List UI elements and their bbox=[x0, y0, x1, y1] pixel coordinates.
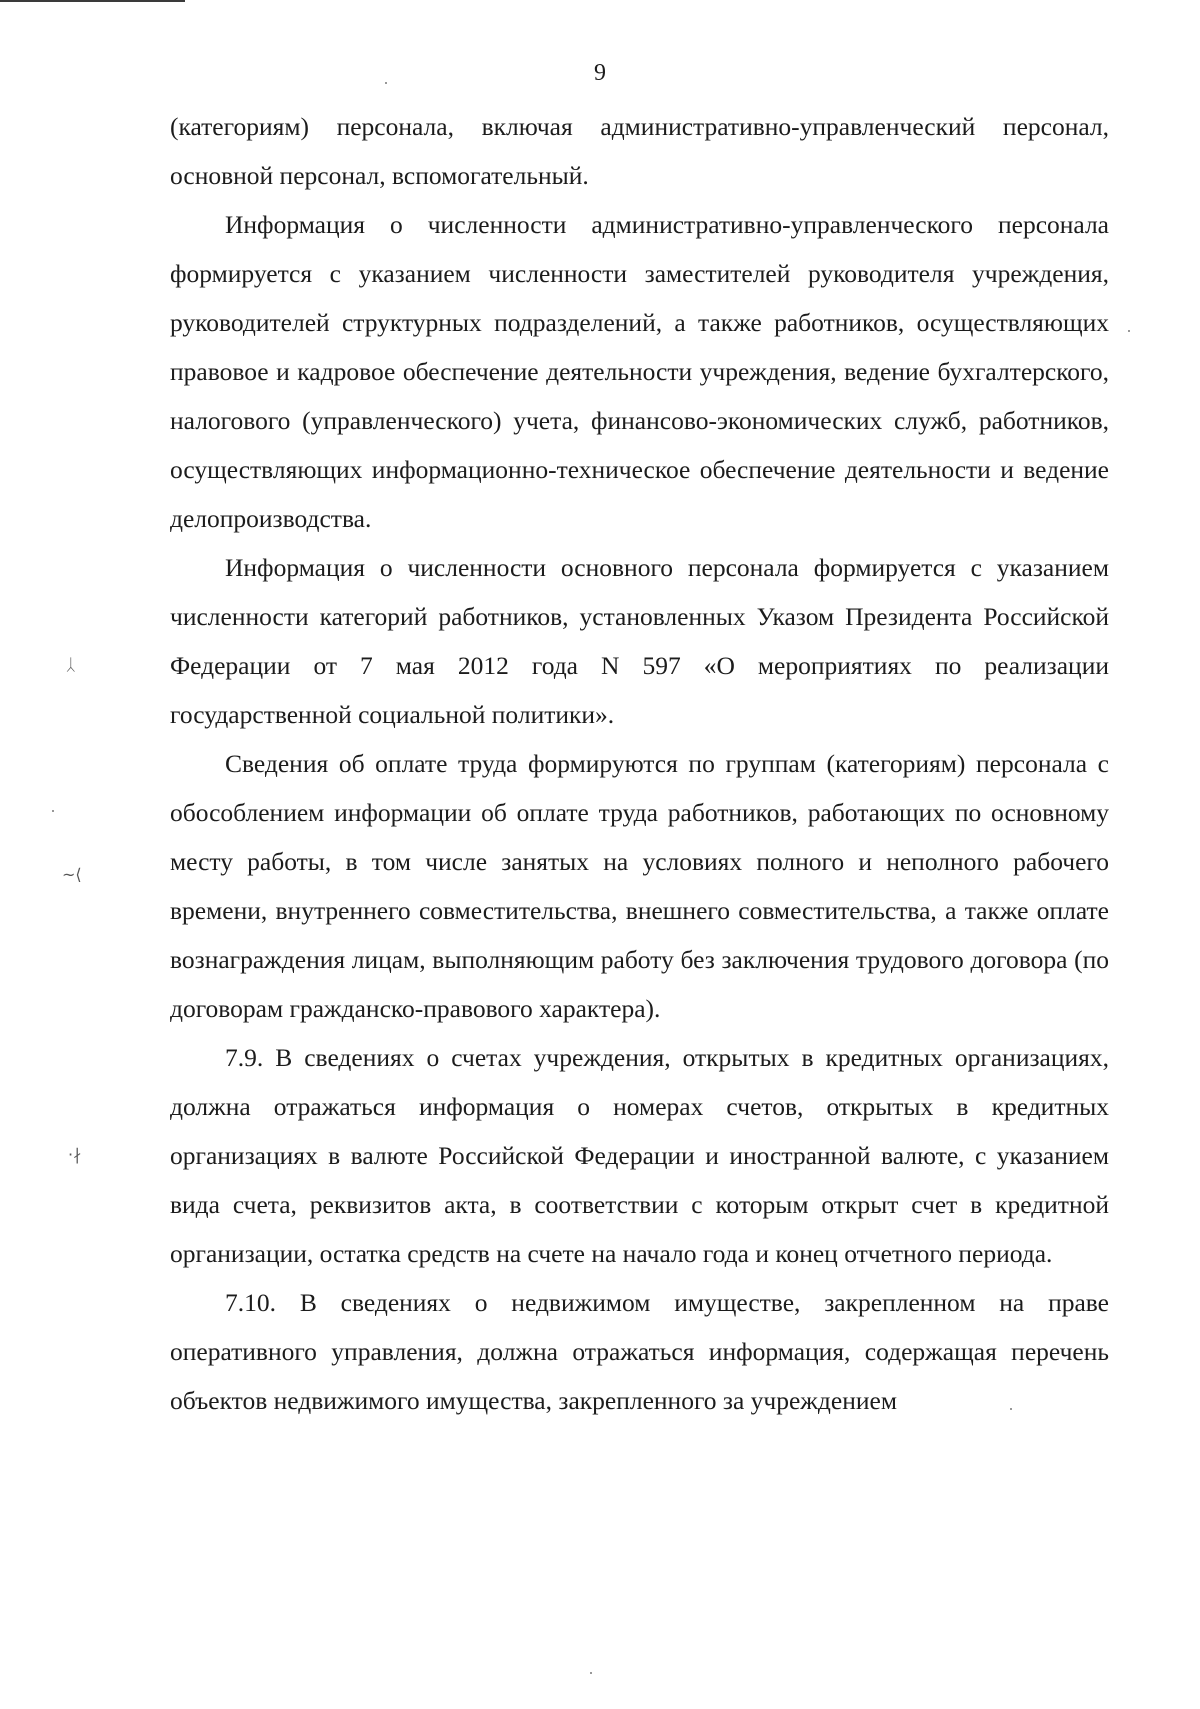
paragraph-section-7-10: 7.10. В сведениях о недвижимом имуществе, закрепленном на праве оперативного управления, должна отражаться информация, содержащая перечень объектов недвижимого имущества, закрепленного за учреждением bbox=[170, 1288, 1109, 1415]
scan-speck bbox=[1010, 1408, 1012, 1410]
scan-speck bbox=[385, 82, 387, 84]
margin-scan-mark: ·∤ bbox=[68, 1145, 82, 1164]
document-body bbox=[170, 102, 1109, 1425]
scan-edge-line bbox=[0, 0, 185, 2]
scan-speck bbox=[1128, 330, 1130, 332]
paragraph-section-7-9: 7.9. В сведениях о счетах учреждения, открытых в кредитных организациях, должна отражаться информация о номерах счетов, открытых в кредитных организациях в валюте Российской Федерации и иностранной валюте, с указанием вида счета, реквизитов акта, в соответствии с которым открыт счет в кредитной организации, остатка средств на счете на начало года и конец отчетного периода. bbox=[170, 1043, 1109, 1268]
margin-scan-mark: ~⟨ bbox=[62, 865, 82, 884]
paragraph-core-staff: Информация о численности основного персонала формируется с указанием численности категорий работников, установленных Указом Президента Российской Федерации от 7 мая 2012 года N 597 «О мероприятиях по реализации государственной социальной политики». bbox=[170, 553, 1109, 729]
page-number: 9 bbox=[594, 60, 606, 86]
paragraph-wages: Сведения об оплате труда формируются по группам (категориям) персонала с обособлением информации об оплате труда работников, работающих по основному месту работы, в том числе занятых на условиях полного и неполного рабочего времени, внутреннего совместительства, внешнего совместительства, а также оплате вознаграждения лицам, выполняющим работу без заключения трудового договора (по договорам гражданско-правового характера). bbox=[170, 749, 1109, 1023]
margin-scan-mark: ᛸ bbox=[66, 655, 76, 674]
paragraph-continuation: (категориям) персонала, включая административно-управленческий персонал, основной персонал, вспомогательный. bbox=[170, 112, 1109, 190]
scan-speck bbox=[52, 810, 54, 812]
paragraph-admin-staff: Информация о численности административно-управленческого персонала формируется с указанием численности заместителей руководителя учреждения, руководителей структурных подразделений, а также работников, осуществляющих правовое и кадровое обеспечение деятельности учреждения, ведение бухгалтерского, налогового (управленческого) учета, финансово-экономических служб, работников, осуществляющих информационно-техническое обеспечение деятельности и ведение делопроизводства. bbox=[170, 210, 1109, 533]
scan-speck bbox=[590, 1672, 592, 1674]
